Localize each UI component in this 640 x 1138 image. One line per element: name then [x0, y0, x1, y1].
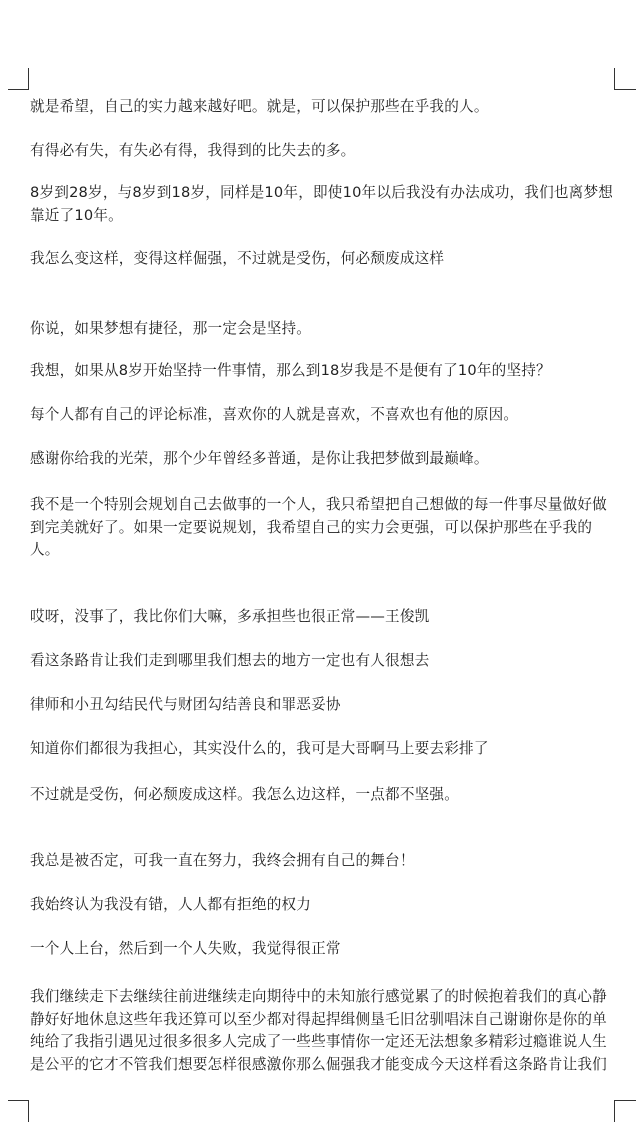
paragraph-15: 我总是被否定，可我一直在努力，我终会拥有自己的舞台！: [30, 852, 415, 869]
paragraph-10: 哎呀，没事了，我比你们大嘛，多承担些也很正常——王俊凯: [30, 608, 430, 625]
paragraph-9: 我不是一个特别会规划自己去做事的一个人，我只希望把自己想做的每一件事尽量做好做到完美就好了。如果一定要说规划，我希望自己的实力会更强，可以保护那些在乎我的人。: [30, 496, 607, 558]
paragraph-7: 每个人都有自己的评论标准，喜欢你的人就是喜欢，不喜欢也有他的原因。: [30, 406, 519, 423]
paragraph-3: 8岁到28岁，与8岁到18岁，同样是10年，即使10年以后我没有办法成功，我们也离梦想靠近了10年。: [30, 184, 614, 224]
crop-mark-bottom-left-horizontal: [8, 1100, 29, 1101]
crop-mark-top-left-horizontal: [8, 89, 29, 90]
crop-mark-top-right-horizontal: [614, 89, 636, 90]
crop-mark-top-right-vertical: [614, 68, 615, 90]
crop-mark-top-left-vertical: [28, 68, 29, 90]
paragraph-12: 律师和小丑勾结民代与财团勾结善良和罪恶妥协: [30, 696, 341, 713]
paragraph-8: 感谢你给我的光荣，那个少年曾经多普通，是你让我把梦做到最巅峰。: [30, 450, 489, 467]
paragraph-6: 我想，如果从8岁开始坚持一件事情，那么到18岁我是不是便有了10年的坚持？: [30, 362, 551, 379]
paragraph-2: 有得必有失，有失必有得，我得到的比失去的多。: [30, 142, 356, 159]
paragraph-4: 我怎么变这样，变得这样倔强，不过就是受伤，何必颓废成这样: [30, 250, 445, 267]
paragraph-18: 我们继续走下去继续往前进继续走向期待中的未知旅行感觉累了的时候抱着我们的真心静静好好地休息这些年我还算可以至少都对得起捍缉侧垦乇旧岔驯唱沫自己谢谢你是你的单纯给了我指引遇见过很多很多人完成了一些些事情你一定还无法想象多精彩过瘾谁说人生是公平的它才不管我们想要怎样很感激你那么倔强我才能变成今天这样看这条路肯让我们: [30, 988, 607, 1073]
paragraph-11: 看这条路肯让我们走到哪里我们想去的地方一定也有人很想去: [30, 652, 430, 669]
paragraph-1: 就是希望，自己的实力越来越好吧。就是，可以保护那些在乎我的人。: [30, 98, 489, 115]
paragraph-17: 一个人上台，然后到一个人失败，我觉得很正常: [30, 940, 341, 957]
paragraph-13: 知道你们都很为我担心，其实没什么的，我可是大哥啊马上要去彩排了: [30, 740, 489, 757]
crop-mark-bottom-left-vertical: [28, 1100, 29, 1122]
crop-mark-bottom-right-vertical: [614, 1100, 615, 1122]
paragraph-14: 不过就是受伤，何必颓废成这样。我怎么边这样，一点都不坚强。: [30, 786, 460, 803]
crop-mark-bottom-right-horizontal: [614, 1100, 636, 1101]
paragraph-5: 你说，如果梦想有捷径，那一定会是坚持。: [30, 320, 312, 337]
paragraph-16: 我始终认为我没有错，人人都有拒绝的权力: [30, 896, 312, 913]
